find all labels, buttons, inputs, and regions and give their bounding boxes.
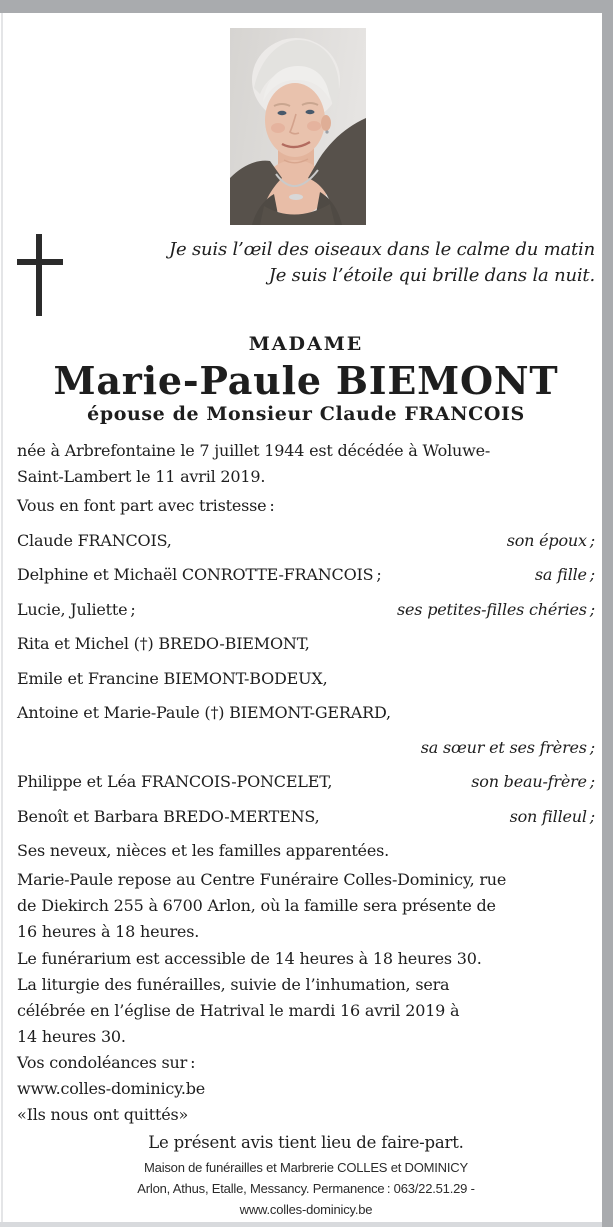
family-relation: sa fille ;	[534, 565, 595, 584]
family-names: Emile et Francine BIEMONT-BODEUX,	[17, 668, 328, 688]
scan-edge-bottom	[0, 1222, 602, 1227]
faire-part-line: Le présent avis tient lieu de faire-part.	[148, 1133, 464, 1152]
family-names: Claude FRANCOIS,	[17, 530, 172, 550]
text-line: de Diekirch 255 à 6700 Arlon, où la famille sera présente de	[17, 896, 496, 915]
family-relation: ses petites-filles chéries ;	[397, 599, 595, 619]
family-names: Benoît et Barbara BREDO-MERTENS,	[17, 806, 320, 826]
birth-death-paragraph	[17, 438, 595, 490]
scan-edge-top	[0, 0, 613, 13]
family-row	[17, 562, 595, 588]
family-relation: son filleul ;	[509, 806, 595, 826]
family-row	[17, 528, 595, 554]
liturgie-paragraph	[17, 972, 595, 1050]
footer-line: Maison de funérailles et Marbrerie COLLES et DOMINICY	[144, 1160, 468, 1175]
condolences-line: Vos condoléances sur :	[17, 1053, 196, 1072]
family-row	[17, 700, 595, 726]
family-relation: sa sœur et ses frères ;	[420, 737, 595, 757]
family-names: Lucie, Juliette ;	[17, 599, 136, 619]
family-names: Antoine et Marie-Paule (†) BIEMONT-GERARD,	[17, 703, 391, 722]
family-row	[17, 769, 595, 795]
spouse-line: épouse de Monsieur Claude FRANCOIS	[87, 403, 525, 425]
family-names: Delphine et Michaël CONROTTE-FRANCOIS ;	[17, 565, 382, 584]
book-title-line: «Ils nous ont quittés»	[17, 1105, 189, 1124]
deceased-name: Marie-Paule BIEMONT	[53, 358, 559, 403]
footer-line: www.colles-dominicy.be	[239, 1202, 373, 1217]
scan-edge-right	[602, 0, 613, 1227]
family-row	[17, 735, 595, 761]
family-row	[17, 838, 595, 864]
repose-paragraph	[17, 867, 595, 945]
notice-body	[17, 13, 595, 1220]
family-names: Philippe et Léa FRANCOIS-PONCELET,	[17, 772, 333, 791]
civility-title: MADAME	[248, 333, 364, 355]
quote-line: Je suis l’œil des oiseaux dans le calme du matin	[168, 239, 595, 260]
family-relation: son beau-frère ;	[471, 772, 595, 791]
portrait-photo	[230, 28, 366, 225]
footer-line: Arlon, Athus, Etalle, Messancy. Permanence : 063/22.51.29 -	[137, 1181, 475, 1196]
text-line: La liturgie des funérailles, suivie de l’inhumation, sera	[17, 975, 450, 994]
text-line: Saint-Lambert le 11 avril 2019.	[17, 467, 266, 486]
memorial-quote	[17, 237, 595, 289]
condolences-website: www.colles-dominicy.be	[17, 1079, 206, 1098]
text-line: Marie-Paule repose au Centre Funéraire Colles-Dominicy, rue	[17, 870, 507, 889]
scan-edge-left	[1, 13, 3, 1222]
family-list	[17, 528, 595, 865]
funeral-home-footer	[17, 1157, 595, 1220]
family-relation: son époux ;	[506, 530, 595, 550]
family-names: Rita et Michel (†) BREDO-BIEMONT,	[17, 634, 310, 653]
family-names: Ses neveux, nièces et les familles apparentées.	[17, 841, 389, 860]
announcement-line: Vous en font part avec tristesse :	[17, 496, 275, 515]
family-row	[17, 666, 595, 692]
funerarium-line: Le funérarium est accessible de 14 heures à 18 heures 30.	[17, 949, 482, 968]
text-line: 16 heures à 18 heures.	[17, 922, 200, 941]
family-row	[17, 804, 595, 830]
family-row	[17, 597, 595, 623]
text-line: célébrée en l’église de Hatrival le mardi 16 avril 2019 à	[17, 1001, 460, 1020]
family-row	[17, 631, 595, 657]
text-line: née à Arbrefontaine le 7 juillet 1944 est décédée à Woluwe-	[17, 441, 491, 460]
text-line: 14 heures 30.	[17, 1027, 126, 1046]
quote-line: Je suis l’étoile qui brille dans la nuit.	[268, 265, 595, 286]
